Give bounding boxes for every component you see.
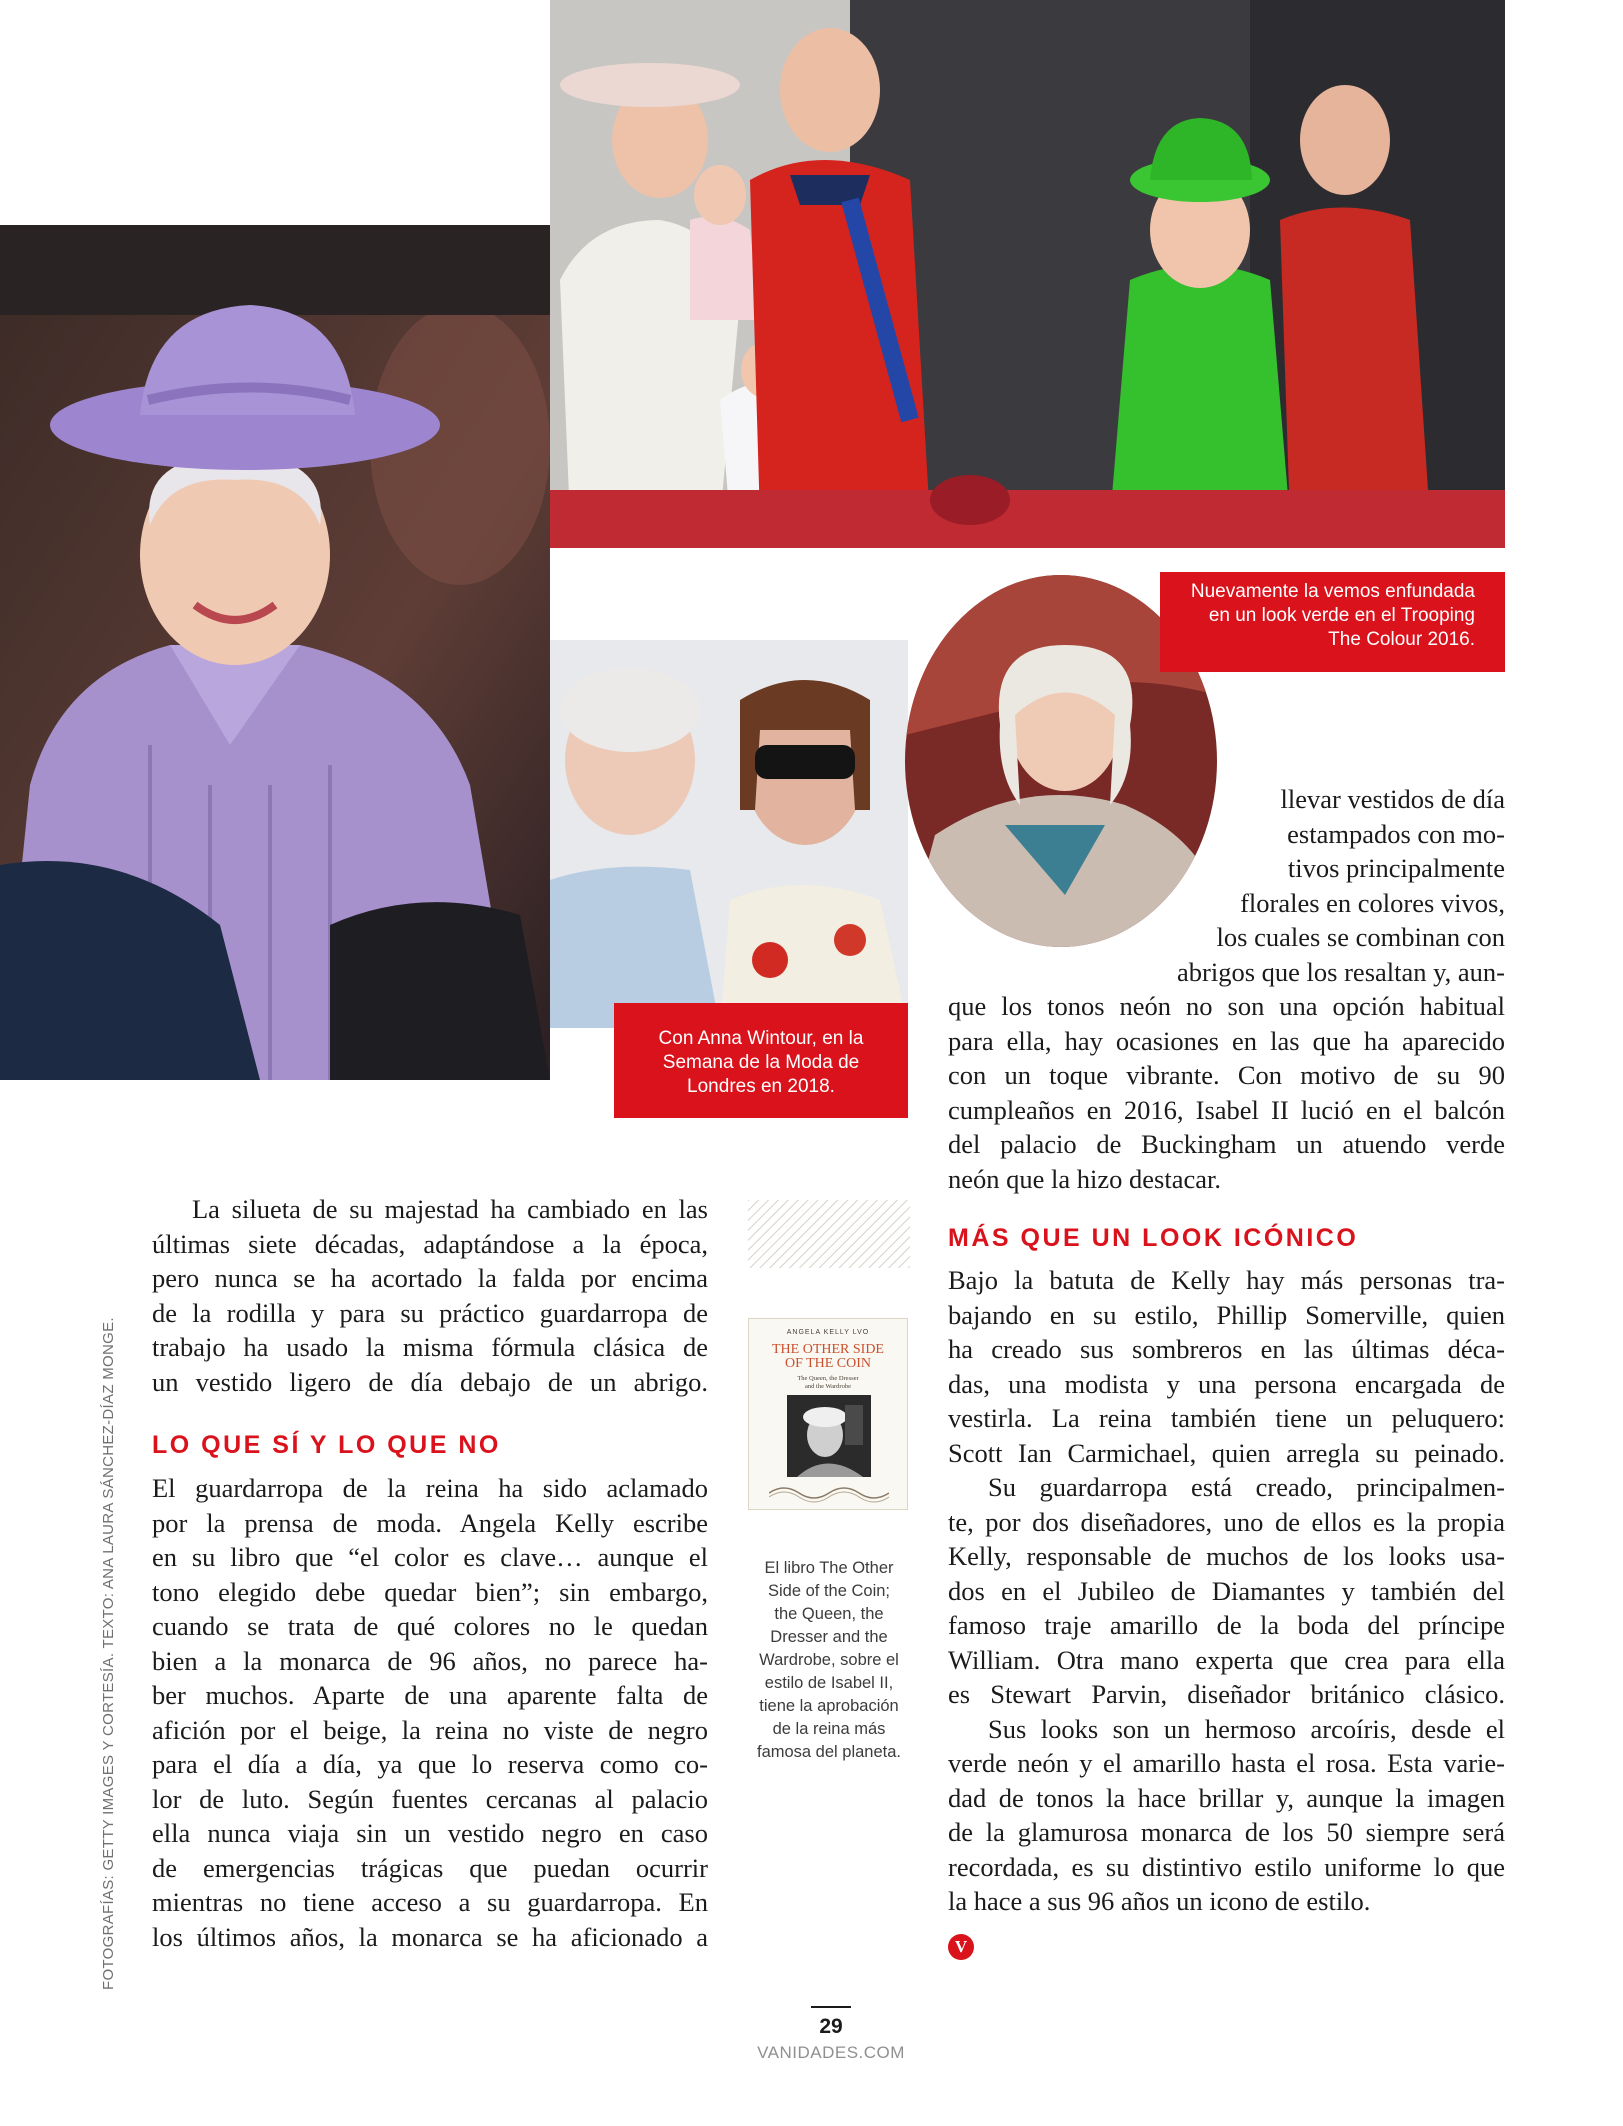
text-line: Bajo la batuta de Kelly hay más personas tra- [948,1265,1505,1295]
page-number: 29 [819,2015,843,2038]
caption-line: Londres en 2018. [687,1076,835,1097]
text-line: para el día a día, ya que lo reserva como co- [152,1749,708,1779]
text-line: un vestido ligero de día debajo de un abrigo. [152,1366,708,1397]
text-line: La silueta de su majestad ha cambiado en las [192,1194,708,1224]
section-heading: MÁS QUE UN LOOK ICÓNICO [948,1224,1359,1252]
caption-line: the Queen, the [774,1605,884,1623]
book-subtitle-line: The Queen, the Dresser [797,1375,859,1382]
text-line: dos en el Jubileo de Diamantes y también del [948,1575,1505,1606]
photo-credits: FOTOGRAFÍAS: GETTY IMAGES Y CORTESÍA. TEXTO: ANA LAURA SÁNCHEZ-DÍAZ MONGE. [100,1317,117,1990]
caption-line: Side of the Coin; [768,1582,890,1600]
text-line: Scott Ian Carmichael, quien arregla su peinado. [948,1437,1505,1468]
article-section-1 [152,1471,708,1954]
text-line: William. Otra mano experta que crea para ella [948,1644,1505,1675]
book-cover-photo [787,1395,871,1477]
text-line: Sus looks son un hermoso arcoíris, desde el [988,1713,1505,1744]
text-line: abrigos que los resaltan y, aun- [1177,956,1505,987]
text-line: Su guardarropa está creado, principalmen- [988,1472,1505,1502]
text-line: tivos principalmente [1287,853,1505,883]
text-line: trabajo ha usado la misma fórmula clásica de [152,1332,708,1362]
text-line: estampados con mo- [1287,818,1505,849]
caption-line: Semana de la Moda de [662,1052,860,1073]
book-subtitle-line: and the Wardrobe [805,1383,851,1390]
book-title [749,1343,907,1371]
caption-line: Dresser and the [770,1628,888,1646]
text-line: en su libro que “el color es clave… aunque el [152,1542,708,1572]
text-line: dad de tonos la hace brillar y, aunque la imagen [948,1782,1505,1813]
book-ornament [769,1483,889,1503]
caption-line: Nuevamente la vemos enfundada [1190,581,1475,602]
caption-line: Con Anna Wintour, en la [658,1028,864,1049]
text-line: bien a la monarca de 96 años, no parece ha- [152,1645,708,1676]
text-line: los últimos años, la monarca se ha aficionado a [152,1921,708,1952]
text-line: El guardarropa de la reina ha sido aclamado [152,1473,708,1503]
text-line: es Stewart Parvin, diseñador británico clásico. [948,1679,1505,1709]
text-line: con un toque vibrante. Con motivo de su 90 [948,1060,1505,1090]
text-line: de la glamurosa monarca de los 50 siempre será [948,1817,1505,1847]
decorative-hatch [748,1200,910,1268]
text-line: la hace a sus 96 años un icono de estilo. [948,1886,1371,1916]
text-line: afición por el beige, la reina no viste de negro [152,1714,708,1745]
text-line: lor de luto. Según fuentes cercanas al palacio [152,1783,708,1814]
book-title-line: THE OTHER SIDE [772,1342,884,1357]
book-caption [745,1557,913,1764]
text-line: Kelly, responsable de muchos de los looks usa- [948,1541,1505,1571]
caption-line: Wardrobe, sobre el [759,1651,899,1669]
text-line: das, una modista y una persona encargada de [948,1368,1505,1399]
text-line: verde neón y el amarillo hasta el rosa. Esta varie- [948,1748,1505,1778]
text-line: recordada, es su distintivo estilo uniforme lo que [948,1851,1505,1882]
end-mark-logo: V [948,1934,974,1960]
text-line: los cuales se combinan con [1216,922,1505,952]
caption-line: El libro The Other [764,1559,894,1577]
caption-line: en un look verde en el Trooping [1208,605,1475,626]
section-heading: LO QUE SÍ Y LO QUE NO [152,1431,501,1459]
book-subtitle [749,1375,907,1391]
text-line: ella nunca viaja sin un vestido negro en caso [152,1818,708,1848]
caption-line: de la reina más [772,1720,886,1738]
caption-line: famosa del planeta. [756,1743,901,1761]
photo-trooping-colour-balcony [550,0,1505,548]
text-line: cumpleaños en 2016, Isabel II lució en el balcón [948,1094,1505,1125]
text-line: bajando en su estilo, Phillip Somerville, quien [948,1299,1505,1330]
text-line: te, por dos diseñadores, uno de ellos es la propia [948,1506,1505,1537]
page-number-rule [811,2006,851,2008]
text-line: ha creado sus sombreros en las últimas déca- [948,1334,1505,1364]
caption-anna-wintour [614,1003,908,1118]
text-line: que los tonos neón no son una opción habitual [948,991,1505,1021]
text-line: ber muchos. Aparte de una aparente falta de [152,1680,708,1710]
site-url[interactable]: VANIDADES.COM [757,2043,905,2062]
caption-trooping-colour [1160,572,1505,672]
text-line: llevar vestidos de día [1280,784,1505,814]
text-line: mientras no tiene acceso a su guardarropa. En [152,1887,708,1917]
text-line: cuando se trata de qué colores no le quedan [152,1611,708,1641]
text-line: vestirla. La reina también tiene un peluquero: [948,1403,1505,1433]
text-line: del palacio de Buckingham un atuendo verde [948,1129,1505,1159]
text-line: famoso traje amarillo de la boda del príncipe [948,1610,1505,1640]
text-line: pero nunca se ha acortado la falda por encima [152,1263,708,1293]
text-line: florales en colores vivos, [1240,887,1505,918]
text-line: de emergencias trágicas que puedan ocurrir [152,1852,708,1883]
article-intro [152,1192,708,1399]
caption-line: The Colour 2016. [1328,629,1475,650]
book-title-line: OF THE COIN [784,1356,872,1371]
text-line: para ella, hay ocasiones en las que ha aparecido [948,1025,1505,1056]
article-section-2 [948,1263,1505,1919]
text-line: por la prensa de moda. Angela Kelly escribe [152,1507,708,1538]
caption-line: estilo de Isabel II, [764,1674,894,1692]
article-continuation [948,782,1505,1196]
book-author: ANGELA KELLY LVO [786,1329,870,1336]
text-line: de la rodilla y para su práctico guardarropa de [152,1297,708,1328]
text-line: neón que la hizo destacar. [948,1163,1221,1194]
photo-queen-anna-wintour [550,640,908,1028]
photo-queen-lilac-outfit [0,225,550,1080]
text-line: tono elegido debe quedar bien”; sin embargo, [152,1576,708,1607]
book-cover-the-other-side-of-the-coin [748,1318,908,1510]
text-line: últimas siete décadas, adaptándose a la época, [152,1228,708,1259]
caption-line: tiene la aprobación [759,1697,899,1715]
